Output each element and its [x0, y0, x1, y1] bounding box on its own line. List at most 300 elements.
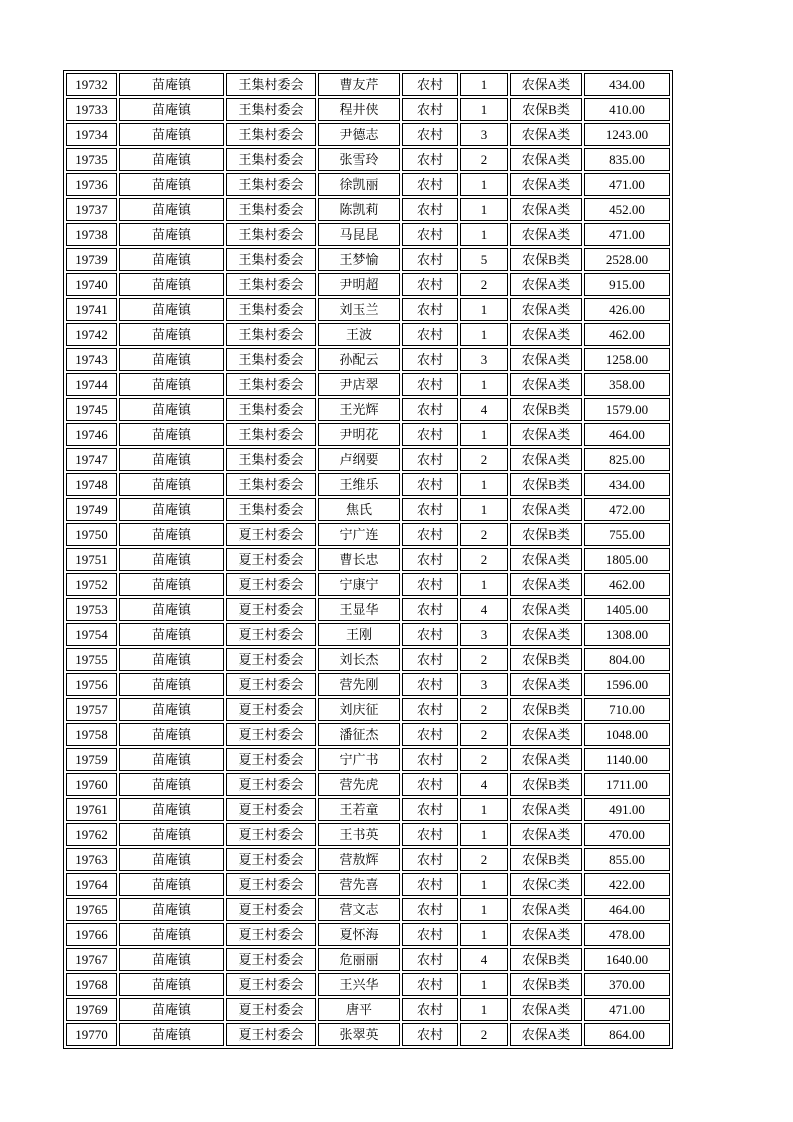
cell-town: 苗庵镇 [119, 223, 224, 246]
cell-amount: 471.00 [584, 998, 670, 1021]
cell-record-id: 19733 [66, 98, 117, 121]
cell-person-count: 1 [460, 923, 508, 946]
cell-record-id: 19758 [66, 723, 117, 746]
cell-person-name: 张翠英 [318, 1023, 400, 1046]
table-row [66, 123, 670, 146]
table-row [66, 773, 670, 796]
cell-amount: 472.00 [584, 498, 670, 521]
cell-person-name: 危丽丽 [318, 948, 400, 971]
cell-record-id: 19761 [66, 798, 117, 821]
cell-record-id: 19755 [66, 648, 117, 671]
cell-village-committee: 王集村委会 [226, 398, 316, 421]
cell-record-id: 19737 [66, 198, 117, 221]
cell-person-name: 刘长杰 [318, 648, 400, 671]
table-body [66, 73, 670, 1046]
cell-record-id: 19756 [66, 673, 117, 696]
table-row [66, 73, 670, 96]
cell-person-count: 1 [460, 873, 508, 896]
cell-amount: 1640.00 [584, 948, 670, 971]
cell-person-count: 1 [460, 573, 508, 596]
cell-person-count: 1 [460, 898, 508, 921]
cell-person-name: 卢纲要 [318, 448, 400, 471]
table-row [66, 1023, 670, 1046]
table-row [66, 423, 670, 446]
cell-person-count: 1 [460, 823, 508, 846]
cell-person-name: 王维乐 [318, 473, 400, 496]
cell-area-type: 农村 [402, 448, 458, 471]
cell-area-type: 农村 [402, 148, 458, 171]
cell-person-count: 2 [460, 698, 508, 721]
cell-town: 苗庵镇 [119, 698, 224, 721]
cell-amount: 434.00 [584, 473, 670, 496]
cell-town: 苗庵镇 [119, 773, 224, 796]
cell-village-committee: 夏王村委会 [226, 773, 316, 796]
cell-village-committee: 王集村委会 [226, 198, 316, 221]
cell-insurance-category: 农保A类 [510, 748, 582, 771]
cell-person-count: 4 [460, 398, 508, 421]
cell-insurance-category: 农保A类 [510, 298, 582, 321]
cell-area-type: 农村 [402, 98, 458, 121]
table-row [66, 223, 670, 246]
cell-insurance-category: 农保A类 [510, 548, 582, 571]
cell-area-type: 农村 [402, 723, 458, 746]
cell-village-committee: 王集村委会 [226, 123, 316, 146]
cell-village-committee: 王集村委会 [226, 498, 316, 521]
cell-person-count: 5 [460, 248, 508, 271]
cell-village-committee: 王集村委会 [226, 448, 316, 471]
cell-area-type: 农村 [402, 973, 458, 996]
cell-person-count: 1 [460, 198, 508, 221]
cell-record-id: 19750 [66, 523, 117, 546]
table-row [66, 323, 670, 346]
cell-record-id: 19769 [66, 998, 117, 1021]
cell-town: 苗庵镇 [119, 298, 224, 321]
cell-person-count: 1 [460, 973, 508, 996]
cell-person-name: 王显华 [318, 598, 400, 621]
cell-area-type: 农村 [402, 423, 458, 446]
cell-area-type: 农村 [402, 923, 458, 946]
cell-area-type: 农村 [402, 773, 458, 796]
cell-village-committee: 夏王村委会 [226, 573, 316, 596]
cell-village-committee: 夏王村委会 [226, 648, 316, 671]
cell-person-count: 4 [460, 948, 508, 971]
cell-person-count: 1 [460, 798, 508, 821]
cell-town: 苗庵镇 [119, 398, 224, 421]
cell-area-type: 农村 [402, 798, 458, 821]
cell-area-type: 农村 [402, 598, 458, 621]
cell-record-id: 19763 [66, 848, 117, 871]
cell-record-id: 19742 [66, 323, 117, 346]
cell-town: 苗庵镇 [119, 73, 224, 96]
cell-amount: 1711.00 [584, 773, 670, 796]
cell-person-count: 1 [460, 73, 508, 96]
cell-amount: 464.00 [584, 423, 670, 446]
cell-person-name: 夏怀海 [318, 923, 400, 946]
cell-person-count: 2 [460, 748, 508, 771]
cell-person-name: 陈凯莉 [318, 198, 400, 221]
cell-insurance-category: 农保A类 [510, 798, 582, 821]
cell-person-count: 1 [460, 498, 508, 521]
cell-record-id: 19764 [66, 873, 117, 896]
cell-insurance-category: 农保B类 [510, 698, 582, 721]
cell-amount: 464.00 [584, 898, 670, 921]
cell-area-type: 农村 [402, 298, 458, 321]
cell-amount: 471.00 [584, 173, 670, 196]
cell-insurance-category: 农保A类 [510, 498, 582, 521]
cell-village-committee: 夏王村委会 [226, 673, 316, 696]
cell-insurance-category: 农保A类 [510, 998, 582, 1021]
cell-area-type: 农村 [402, 473, 458, 496]
table-row [66, 498, 670, 521]
cell-record-id: 19766 [66, 923, 117, 946]
cell-insurance-category: 农保B类 [510, 523, 582, 546]
cell-amount: 2528.00 [584, 248, 670, 271]
cell-person-name: 焦氏 [318, 498, 400, 521]
cell-person-count: 1 [460, 173, 508, 196]
cell-area-type: 农村 [402, 198, 458, 221]
cell-town: 苗庵镇 [119, 123, 224, 146]
cell-amount: 864.00 [584, 1023, 670, 1046]
cell-area-type: 农村 [402, 548, 458, 571]
cell-insurance-category: 农保A类 [510, 723, 582, 746]
cell-area-type: 农村 [402, 73, 458, 96]
cell-insurance-category: 农保A类 [510, 923, 582, 946]
cell-record-id: 19746 [66, 423, 117, 446]
cell-record-id: 19765 [66, 898, 117, 921]
cell-person-count: 2 [460, 548, 508, 571]
cell-person-count: 4 [460, 598, 508, 621]
cell-village-committee: 夏王村委会 [226, 523, 316, 546]
cell-person-name: 王若童 [318, 798, 400, 821]
cell-person-name: 潘征杰 [318, 723, 400, 746]
cell-person-name: 尹德志 [318, 123, 400, 146]
table-row [66, 523, 670, 546]
cell-village-committee: 夏王村委会 [226, 823, 316, 846]
cell-person-name: 王波 [318, 323, 400, 346]
cell-village-committee: 王集村委会 [226, 473, 316, 496]
table-row [66, 848, 670, 871]
cell-amount: 491.00 [584, 798, 670, 821]
cell-town: 苗庵镇 [119, 1023, 224, 1046]
cell-amount: 452.00 [584, 198, 670, 221]
cell-record-id: 19741 [66, 298, 117, 321]
cell-insurance-category: 农保A类 [510, 1023, 582, 1046]
cell-person-count: 4 [460, 773, 508, 796]
cell-insurance-category: 农保A类 [510, 573, 582, 596]
cell-person-count: 3 [460, 123, 508, 146]
cell-record-id: 19753 [66, 598, 117, 621]
cell-person-count: 1 [460, 473, 508, 496]
cell-person-name: 曹长忠 [318, 548, 400, 571]
cell-person-count: 1 [460, 223, 508, 246]
cell-person-name: 刘玉兰 [318, 298, 400, 321]
cell-person-count: 1 [460, 423, 508, 446]
cell-person-count: 2 [460, 448, 508, 471]
cell-village-committee: 王集村委会 [226, 173, 316, 196]
cell-person-name: 王梦愉 [318, 248, 400, 271]
cell-record-id: 19745 [66, 398, 117, 421]
cell-village-committee: 夏王村委会 [226, 798, 316, 821]
cell-town: 苗庵镇 [119, 548, 224, 571]
table-row [66, 173, 670, 196]
cell-record-id: 19759 [66, 748, 117, 771]
cell-person-name: 尹店翠 [318, 373, 400, 396]
cell-record-id: 19740 [66, 273, 117, 296]
table-row [66, 698, 670, 721]
cell-area-type: 农村 [402, 273, 458, 296]
cell-person-count: 1 [460, 323, 508, 346]
cell-area-type: 农村 [402, 823, 458, 846]
cell-insurance-category: 农保A类 [510, 148, 582, 171]
cell-area-type: 农村 [402, 673, 458, 696]
table-row [66, 348, 670, 371]
cell-insurance-category: 农保A类 [510, 823, 582, 846]
cell-amount: 1405.00 [584, 598, 670, 621]
cell-person-name: 尹明超 [318, 273, 400, 296]
table-row [66, 573, 670, 596]
table-row [66, 948, 670, 971]
cell-insurance-category: 农保A类 [510, 198, 582, 221]
cell-person-count: 2 [460, 848, 508, 871]
cell-insurance-category: 农保A类 [510, 273, 582, 296]
table-row [66, 673, 670, 696]
cell-insurance-category: 农保B类 [510, 98, 582, 121]
cell-person-count: 1 [460, 98, 508, 121]
cell-town: 苗庵镇 [119, 423, 224, 446]
cell-insurance-category: 农保A类 [510, 898, 582, 921]
cell-person-count: 1 [460, 373, 508, 396]
cell-town: 苗庵镇 [119, 248, 224, 271]
cell-person-name: 营文志 [318, 898, 400, 921]
cell-town: 苗庵镇 [119, 523, 224, 546]
table-row [66, 598, 670, 621]
cell-insurance-category: 农保A类 [510, 73, 582, 96]
cell-town: 苗庵镇 [119, 173, 224, 196]
cell-town: 苗庵镇 [119, 923, 224, 946]
cell-amount: 825.00 [584, 448, 670, 471]
cell-amount: 855.00 [584, 848, 670, 871]
cell-insurance-category: 农保A类 [510, 348, 582, 371]
cell-town: 苗庵镇 [119, 873, 224, 896]
cell-person-count: 1 [460, 298, 508, 321]
cell-town: 苗庵镇 [119, 648, 224, 671]
cell-area-type: 农村 [402, 698, 458, 721]
cell-village-committee: 王集村委会 [226, 73, 316, 96]
cell-area-type: 农村 [402, 248, 458, 271]
cell-record-id: 19760 [66, 773, 117, 796]
cell-person-count: 2 [460, 148, 508, 171]
cell-village-committee: 夏王村委会 [226, 748, 316, 771]
cell-record-id: 19770 [66, 1023, 117, 1046]
cell-area-type: 农村 [402, 848, 458, 871]
cell-amount: 434.00 [584, 73, 670, 96]
table-row [66, 798, 670, 821]
cell-amount: 462.00 [584, 323, 670, 346]
table-row [66, 973, 670, 996]
cell-person-name: 张雪玲 [318, 148, 400, 171]
payment-table [63, 70, 673, 1049]
cell-area-type: 农村 [402, 523, 458, 546]
cell-town: 苗庵镇 [119, 723, 224, 746]
cell-town: 苗庵镇 [119, 98, 224, 121]
cell-insurance-category: 农保B类 [510, 948, 582, 971]
cell-town: 苗庵镇 [119, 973, 224, 996]
cell-village-committee: 王集村委会 [226, 148, 316, 171]
table-row [66, 923, 670, 946]
cell-village-committee: 夏王村委会 [226, 1023, 316, 1046]
cell-town: 苗庵镇 [119, 948, 224, 971]
cell-area-type: 农村 [402, 348, 458, 371]
cell-person-name: 营先刚 [318, 673, 400, 696]
cell-town: 苗庵镇 [119, 798, 224, 821]
table-row [66, 273, 670, 296]
cell-village-committee: 王集村委会 [226, 298, 316, 321]
cell-village-committee: 夏王村委会 [226, 998, 316, 1021]
cell-record-id: 19762 [66, 823, 117, 846]
table-row [66, 648, 670, 671]
cell-person-name: 王书英 [318, 823, 400, 846]
cell-person-name: 宁广连 [318, 523, 400, 546]
cell-insurance-category: 农保A类 [510, 598, 582, 621]
table-row [66, 148, 670, 171]
cell-area-type: 农村 [402, 223, 458, 246]
cell-record-id: 19751 [66, 548, 117, 571]
table-row [66, 448, 670, 471]
cell-town: 苗庵镇 [119, 323, 224, 346]
cell-record-id: 19757 [66, 698, 117, 721]
cell-area-type: 农村 [402, 648, 458, 671]
cell-person-name: 刘庆征 [318, 698, 400, 721]
cell-village-committee: 夏王村委会 [226, 598, 316, 621]
table-row [66, 373, 670, 396]
cell-amount: 1048.00 [584, 723, 670, 746]
cell-town: 苗庵镇 [119, 898, 224, 921]
cell-area-type: 农村 [402, 573, 458, 596]
payment-table-container [63, 70, 673, 1049]
cell-insurance-category: 农保A类 [510, 173, 582, 196]
cell-person-name: 王光辉 [318, 398, 400, 421]
cell-village-committee: 夏王村委会 [226, 848, 316, 871]
cell-town: 苗庵镇 [119, 448, 224, 471]
cell-amount: 410.00 [584, 98, 670, 121]
cell-area-type: 农村 [402, 948, 458, 971]
cell-area-type: 农村 [402, 898, 458, 921]
cell-amount: 462.00 [584, 573, 670, 596]
table-row [66, 623, 670, 646]
cell-town: 苗庵镇 [119, 373, 224, 396]
cell-amount: 478.00 [584, 923, 670, 946]
cell-amount: 755.00 [584, 523, 670, 546]
cell-insurance-category: 农保A类 [510, 423, 582, 446]
cell-town: 苗庵镇 [119, 348, 224, 371]
cell-person-name: 尹明花 [318, 423, 400, 446]
cell-person-count: 2 [460, 648, 508, 671]
cell-insurance-category: 农保A类 [510, 123, 582, 146]
cell-insurance-category: 农保B类 [510, 648, 582, 671]
table-row [66, 98, 670, 121]
cell-village-committee: 夏王村委会 [226, 948, 316, 971]
cell-area-type: 农村 [402, 1023, 458, 1046]
cell-person-count: 1 [460, 998, 508, 1021]
cell-village-committee: 王集村委会 [226, 223, 316, 246]
table-row [66, 748, 670, 771]
cell-insurance-category: 农保B类 [510, 848, 582, 871]
cell-amount: 1243.00 [584, 123, 670, 146]
cell-amount: 1579.00 [584, 398, 670, 421]
cell-town: 苗庵镇 [119, 498, 224, 521]
cell-area-type: 农村 [402, 498, 458, 521]
cell-record-id: 19732 [66, 73, 117, 96]
cell-person-count: 2 [460, 523, 508, 546]
cell-insurance-category: 农保B类 [510, 248, 582, 271]
cell-village-committee: 夏王村委会 [226, 973, 316, 996]
cell-person-name: 曹友芹 [318, 73, 400, 96]
cell-insurance-category: 农保A类 [510, 373, 582, 396]
cell-village-committee: 夏王村委会 [226, 548, 316, 571]
cell-insurance-category: 农保A类 [510, 223, 582, 246]
cell-insurance-category: 农保B类 [510, 473, 582, 496]
cell-record-id: 19747 [66, 448, 117, 471]
table-row [66, 248, 670, 271]
cell-insurance-category: 农保B类 [510, 773, 582, 796]
cell-amount: 422.00 [584, 873, 670, 896]
cell-village-committee: 王集村委会 [226, 423, 316, 446]
cell-village-committee: 夏王村委会 [226, 898, 316, 921]
cell-amount: 710.00 [584, 698, 670, 721]
cell-record-id: 19744 [66, 373, 117, 396]
cell-person-count: 2 [460, 723, 508, 746]
cell-village-committee: 夏王村委会 [226, 698, 316, 721]
cell-amount: 358.00 [584, 373, 670, 396]
cell-town: 苗庵镇 [119, 573, 224, 596]
table-row [66, 298, 670, 321]
cell-person-count: 3 [460, 673, 508, 696]
cell-area-type: 农村 [402, 873, 458, 896]
cell-person-count: 3 [460, 348, 508, 371]
cell-person-name: 营先喜 [318, 873, 400, 896]
cell-amount: 835.00 [584, 148, 670, 171]
cell-record-id: 19739 [66, 248, 117, 271]
cell-person-count: 3 [460, 623, 508, 646]
cell-amount: 370.00 [584, 973, 670, 996]
table-row [66, 473, 670, 496]
cell-area-type: 农村 [402, 998, 458, 1021]
cell-area-type: 农村 [402, 623, 458, 646]
cell-person-name: 营敖辉 [318, 848, 400, 871]
cell-record-id: 19743 [66, 348, 117, 371]
cell-record-id: 19734 [66, 123, 117, 146]
cell-record-id: 19736 [66, 173, 117, 196]
cell-town: 苗庵镇 [119, 998, 224, 1021]
cell-amount: 426.00 [584, 298, 670, 321]
cell-town: 苗庵镇 [119, 848, 224, 871]
table-row [66, 898, 670, 921]
cell-town: 苗庵镇 [119, 148, 224, 171]
cell-insurance-category: 农保A类 [510, 673, 582, 696]
cell-town: 苗庵镇 [119, 623, 224, 646]
cell-person-name: 宁广书 [318, 748, 400, 771]
cell-person-name: 营先虎 [318, 773, 400, 796]
cell-insurance-category: 农保C类 [510, 873, 582, 896]
cell-village-committee: 王集村委会 [226, 373, 316, 396]
cell-person-name: 程井侠 [318, 98, 400, 121]
cell-record-id: 19735 [66, 148, 117, 171]
cell-amount: 1258.00 [584, 348, 670, 371]
cell-town: 苗庵镇 [119, 823, 224, 846]
table-row [66, 873, 670, 896]
cell-area-type: 农村 [402, 123, 458, 146]
cell-town: 苗庵镇 [119, 598, 224, 621]
